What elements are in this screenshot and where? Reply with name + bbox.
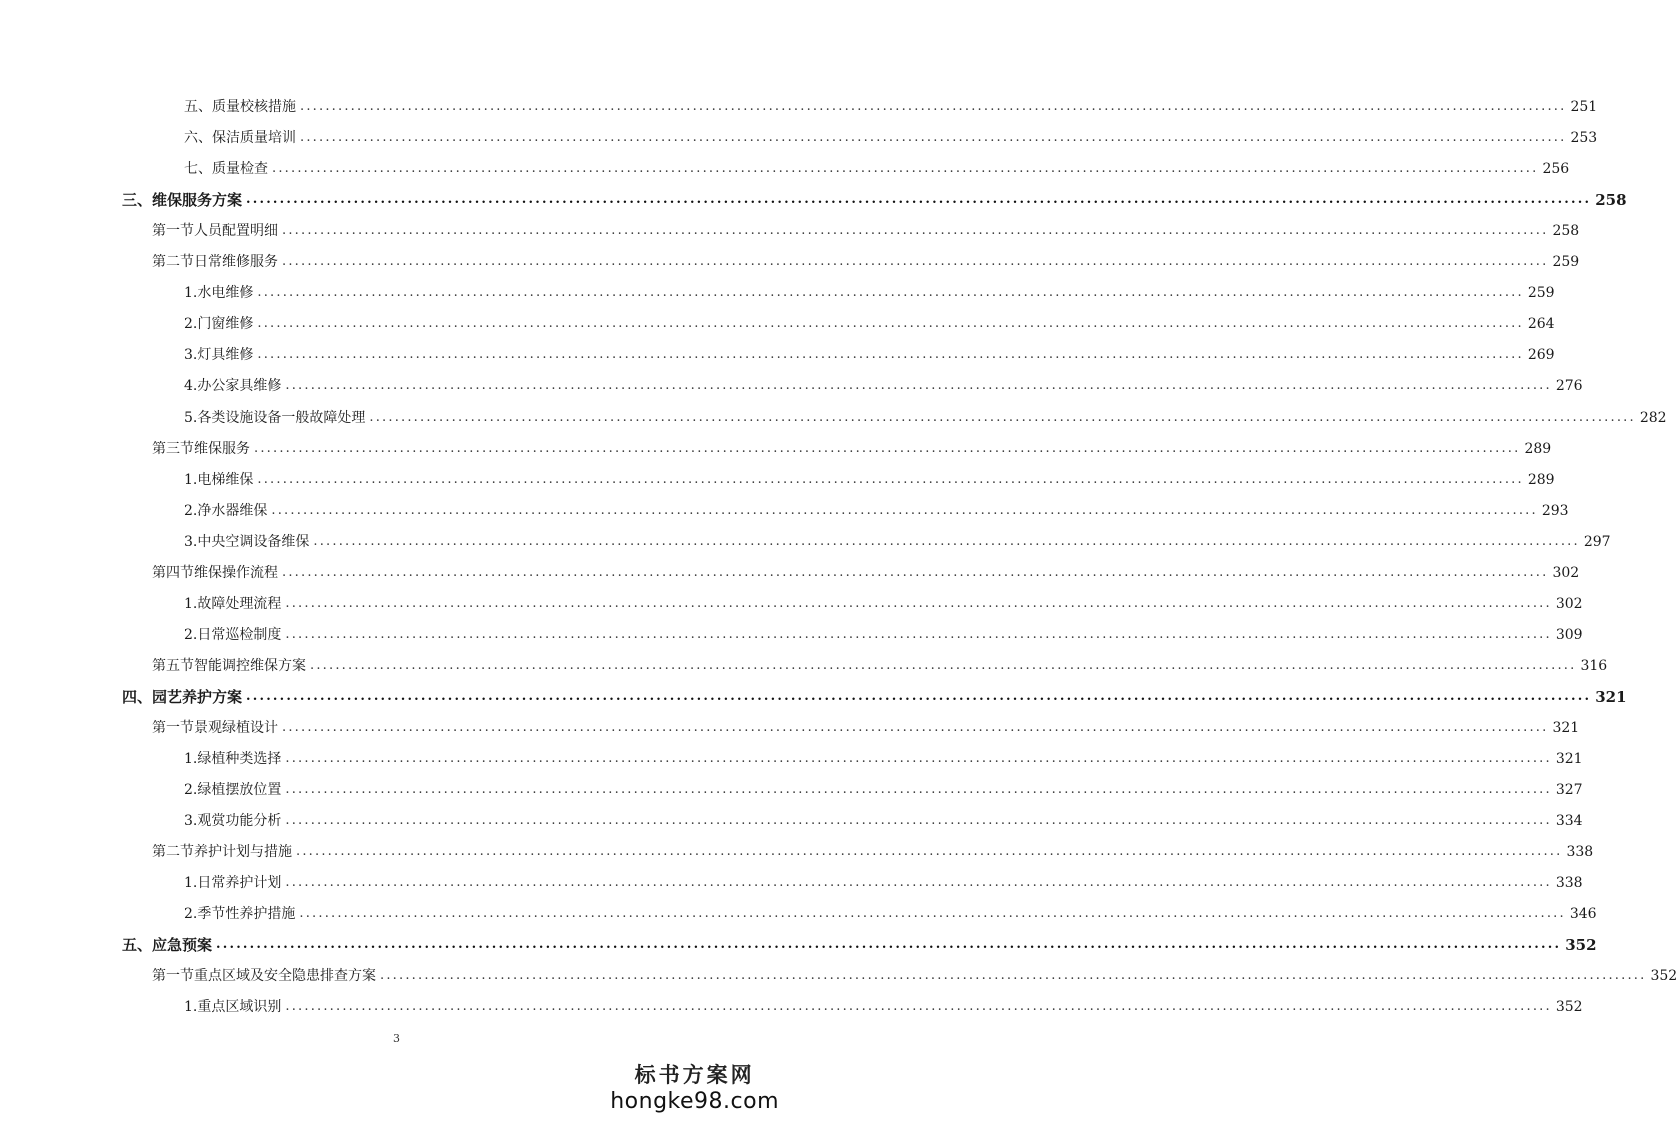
toc-entry-page: 289 bbox=[1524, 440, 1552, 457]
toc-entry-page: 338 bbox=[1555, 875, 1583, 892]
toc-entry-page: 309 bbox=[1555, 626, 1583, 643]
toc-dot-leader: ........................................................................................................................................................................................................ bbox=[257, 316, 1524, 332]
toc-dot-leader: ........................................................................................................................................................................................................ bbox=[282, 254, 1549, 270]
toc-dot-leader: ........................................................................................................................................................................................................ bbox=[300, 99, 1567, 114]
toc-entry-title: 办公家具维修 bbox=[197, 378, 282, 395]
toc-entry[interactable] bbox=[184, 344, 1555, 366]
toc-entry-title: 净水器维保 bbox=[197, 502, 268, 519]
toc-entry-page: 302 bbox=[1555, 595, 1583, 612]
toc-entry-page: 321 bbox=[1595, 687, 1627, 706]
toc-entry-page: 289 bbox=[1527, 471, 1555, 488]
toc-entry-page: 316 bbox=[1580, 657, 1608, 674]
toc-entry-number: 1. bbox=[184, 595, 198, 612]
watermark-en: hongke98.com bbox=[610, 1089, 779, 1114]
toc-entry-page: 346 bbox=[1569, 906, 1597, 923]
toc-entry-page: 352 bbox=[1650, 968, 1677, 985]
toc-entry-title: 灯具维修 bbox=[197, 347, 254, 364]
toc-entry[interactable] bbox=[184, 779, 1583, 801]
toc-entry-title: 季节性养护措施 bbox=[197, 906, 296, 923]
toc-entry-page: 264 bbox=[1527, 316, 1555, 333]
toc-entry-title: 景观绿植设计 bbox=[194, 720, 278, 736]
toc-dot-leader: ........................................................................................................................................................................................................ bbox=[299, 906, 1566, 922]
toc-entry-number: 第一节 bbox=[152, 223, 194, 240]
toc-entry-title: 观赏功能分析 bbox=[197, 813, 282, 830]
toc-entry-page: 352 bbox=[1565, 936, 1597, 955]
toc-entry-page: 258 bbox=[1552, 223, 1580, 240]
toc-entry[interactable] bbox=[152, 562, 1580, 584]
toc-dot-leader: ........................................................................................................................................................................................................ bbox=[257, 347, 1524, 363]
toc-entry-title: 质量校核措施 bbox=[212, 99, 296, 115]
toc-entry-page: 282 bbox=[1639, 409, 1667, 426]
toc-entry[interactable] bbox=[184, 469, 1555, 491]
toc-entry-number: 五、 bbox=[184, 99, 212, 115]
toc-entry-number: 4. bbox=[184, 378, 198, 395]
toc-entry-page: 334 bbox=[1555, 813, 1583, 830]
toc-dot-leader: ........................................................................................................................................................................................................ bbox=[257, 471, 1524, 487]
toc-entry-number: 5. bbox=[184, 409, 198, 426]
toc-entry[interactable] bbox=[152, 438, 1552, 460]
toc-entry[interactable] bbox=[152, 220, 1580, 242]
toc-entry[interactable] bbox=[184, 96, 1598, 118]
toc-entry-number: 1. bbox=[184, 875, 198, 892]
toc-entry[interactable] bbox=[152, 251, 1580, 273]
toc-entry-title: 保洁质量培训 bbox=[212, 130, 296, 147]
toc-entry-number: 第五节 bbox=[152, 657, 194, 674]
toc-entry[interactable] bbox=[184, 748, 1583, 770]
toc-entry[interactable] bbox=[122, 189, 1627, 211]
toc-entry-title: 电梯维保 bbox=[197, 471, 254, 488]
toc-entry-title: 日常巡检制度 bbox=[197, 626, 282, 643]
toc-entry[interactable] bbox=[152, 841, 1594, 863]
toc-entry-title: 维保操作流程 bbox=[194, 564, 278, 581]
toc-dot-leader: ........................................................................................................................................................................................................ bbox=[285, 626, 1552, 642]
toc-entry-number: 第四节 bbox=[152, 564, 194, 581]
toc-entry-number: 2. bbox=[184, 906, 198, 923]
toc-entry[interactable] bbox=[184, 624, 1583, 646]
toc-dot-leader: ........................................................................................................................................................................................................ bbox=[300, 130, 1567, 146]
toc-entry-page: 251 bbox=[1570, 99, 1598, 115]
toc-entry[interactable] bbox=[184, 313, 1555, 335]
toc-dot-leader: ........................................................................................................................................................................................................ bbox=[272, 161, 1539, 177]
toc-dot-leader: ........................................................................................................................................................................................................ bbox=[254, 440, 1521, 456]
toc-dot-leader: ........................................................................................................................................................................................................ bbox=[380, 968, 1647, 984]
page-number: 3 bbox=[393, 1032, 400, 1045]
toc-dot-leader: ........................................................................................................................................................................................................ bbox=[296, 844, 1563, 860]
toc-entry[interactable] bbox=[184, 500, 1569, 522]
toc-entry-page: 259 bbox=[1527, 285, 1555, 302]
toc-entry[interactable] bbox=[152, 965, 1677, 987]
toc-entry-page: 269 bbox=[1527, 347, 1555, 364]
toc-entry-page: 256 bbox=[1542, 161, 1570, 178]
toc-entry-number: 第一节 bbox=[152, 720, 194, 736]
toc-entry-number: 1. bbox=[184, 751, 198, 768]
toc-entry-page: 258 bbox=[1595, 191, 1627, 210]
watermark-cn: 标书方案网 bbox=[634, 1062, 755, 1087]
toc-dot-leader: ........................................................................................................................................................................................................ bbox=[285, 782, 1552, 798]
toc-entry-page: 297 bbox=[1583, 533, 1611, 550]
toc-dot-leader: ........................................................................................................................................................................................................ bbox=[285, 751, 1552, 767]
toc-dot-leader: ........................................................................................................................................................................................................ bbox=[282, 564, 1549, 580]
toc-entry-number: 3. bbox=[184, 813, 198, 830]
toc-dot-leader: ........................................................................................................................................................................................................ bbox=[246, 192, 1592, 208]
toc-entry-number: 三、 bbox=[122, 191, 153, 210]
toc-entry-page: 352 bbox=[1555, 999, 1583, 1016]
toc-entry-number: 七、 bbox=[184, 161, 212, 178]
toc-entry[interactable] bbox=[152, 717, 1580, 739]
toc-entry-title: 中央空调设备维保 bbox=[197, 533, 310, 550]
toc-dot-leader: ........................................................................................................................................................................................................ bbox=[313, 533, 1580, 549]
watermark bbox=[610, 1059, 779, 1114]
toc-entry-number: 五、 bbox=[122, 936, 153, 955]
toc-entry[interactable] bbox=[184, 996, 1583, 1018]
toc-entry-title: 水电维修 bbox=[197, 285, 254, 302]
toc-entry-number: 第二节 bbox=[152, 844, 194, 861]
toc-entry-page: 259 bbox=[1552, 254, 1580, 271]
toc-entry-number: 第二节 bbox=[152, 254, 194, 271]
toc-dot-leader: ........................................................................................................................................................................................................ bbox=[285, 595, 1552, 611]
toc-entry[interactable] bbox=[122, 686, 1627, 708]
toc-entry[interactable] bbox=[184, 407, 1667, 429]
toc-dot-leader: ........................................................................................................................................................................................................ bbox=[285, 378, 1552, 394]
toc-entry[interactable] bbox=[184, 282, 1555, 304]
toc-entry[interactable] bbox=[152, 655, 1608, 677]
toc-entry-number: 第三节 bbox=[152, 440, 194, 457]
toc-entry-number: 2. bbox=[184, 782, 198, 799]
toc-entry-title: 应急预案 bbox=[152, 936, 213, 955]
toc-entry-title: 门窗维修 bbox=[197, 316, 254, 333]
toc-entry-title: 人员配置明细 bbox=[194, 223, 278, 240]
toc-entry-title: 园艺养护方案 bbox=[152, 687, 243, 706]
toc-entry[interactable] bbox=[184, 810, 1583, 832]
toc-entry-title: 绿植摆放位置 bbox=[197, 782, 282, 799]
toc-dot-leader: ........................................................................................................................................................................................................ bbox=[285, 999, 1552, 1015]
toc-dot-leader: ........................................................................................................................................................................................................ bbox=[271, 502, 1538, 518]
toc-entry-title: 智能调控维保方案 bbox=[194, 657, 306, 674]
toc-entry-title: 维保服务 bbox=[194, 440, 250, 457]
toc-entry-title: 绿植种类选择 bbox=[197, 751, 282, 768]
toc-entry-number: 2. bbox=[184, 316, 198, 333]
toc-entry-number: 四、 bbox=[122, 687, 153, 706]
toc-dot-leader: ........................................................................................................................................................................................................ bbox=[257, 285, 1524, 301]
toc-entry-page: 321 bbox=[1552, 720, 1580, 736]
toc-entry-title: 故障处理流程 bbox=[197, 595, 282, 612]
toc-entry-page: 302 bbox=[1552, 564, 1580, 581]
toc-entry-number: 3. bbox=[184, 347, 198, 364]
toc-entry-page: 253 bbox=[1570, 130, 1598, 147]
toc-entry-title: 重点区域识别 bbox=[197, 999, 282, 1016]
toc-entry-number: 3. bbox=[184, 533, 198, 550]
toc-entry-title: 各类设施设备一般故障处理 bbox=[197, 409, 366, 426]
toc-entry[interactable] bbox=[184, 127, 1598, 149]
toc-entry-page: 338 bbox=[1566, 844, 1594, 861]
toc-entry[interactable] bbox=[122, 934, 1597, 956]
toc-entry-number: 2. bbox=[184, 626, 198, 643]
toc-entry-number: 1. bbox=[184, 471, 198, 488]
toc-entry-title: 养护计划与措施 bbox=[194, 844, 292, 861]
toc-dot-leader: ........................................................................................................................................................................................................ bbox=[282, 720, 1549, 735]
toc-entry-number: 1. bbox=[184, 999, 198, 1016]
toc-entry-title: 质量检查 bbox=[212, 161, 268, 178]
toc-entry[interactable] bbox=[184, 872, 1583, 894]
toc-entry-number: 1. bbox=[184, 285, 198, 302]
toc-dot-leader: ........................................................................................................................................................................................................ bbox=[285, 875, 1552, 891]
toc-entry[interactable] bbox=[184, 158, 1570, 180]
toc-entry[interactable] bbox=[184, 375, 1583, 397]
toc-dot-leader: ........................................................................................................................................................................................................ bbox=[285, 813, 1552, 829]
toc-entry-number: 六、 bbox=[184, 130, 212, 147]
toc-entry-number: 2. bbox=[184, 502, 198, 519]
toc-entry-page: 293 bbox=[1541, 502, 1569, 519]
toc-entry-number: 第一节 bbox=[152, 968, 194, 985]
toc-entry-page: 276 bbox=[1555, 378, 1583, 395]
toc-entry[interactable] bbox=[184, 531, 1611, 553]
toc-dot-leader: ........................................................................................................................................................................................................ bbox=[282, 223, 1549, 239]
toc-entry-title: 维保服务方案 bbox=[152, 191, 243, 210]
toc-entry-page: 321 bbox=[1555, 751, 1583, 768]
toc-entry[interactable] bbox=[184, 903, 1597, 925]
toc-entry[interactable] bbox=[184, 593, 1583, 615]
toc-dot-leader: ........................................................................................................................................................................................................ bbox=[369, 409, 1636, 425]
toc-entry-title: 日常养护计划 bbox=[197, 875, 282, 892]
toc-dot-leader: ........................................................................................................................................................................................................ bbox=[246, 688, 1592, 704]
toc-dot-leader: ........................................................................................................................................................................................................ bbox=[216, 937, 1562, 953]
toc-entry-title: 日常维修服务 bbox=[194, 254, 278, 271]
toc-entry-title: 重点区域及安全隐患排查方案 bbox=[194, 968, 376, 985]
toc-entry-page: 327 bbox=[1555, 782, 1583, 799]
toc-dot-leader: ........................................................................................................................................................................................................ bbox=[310, 657, 1577, 673]
